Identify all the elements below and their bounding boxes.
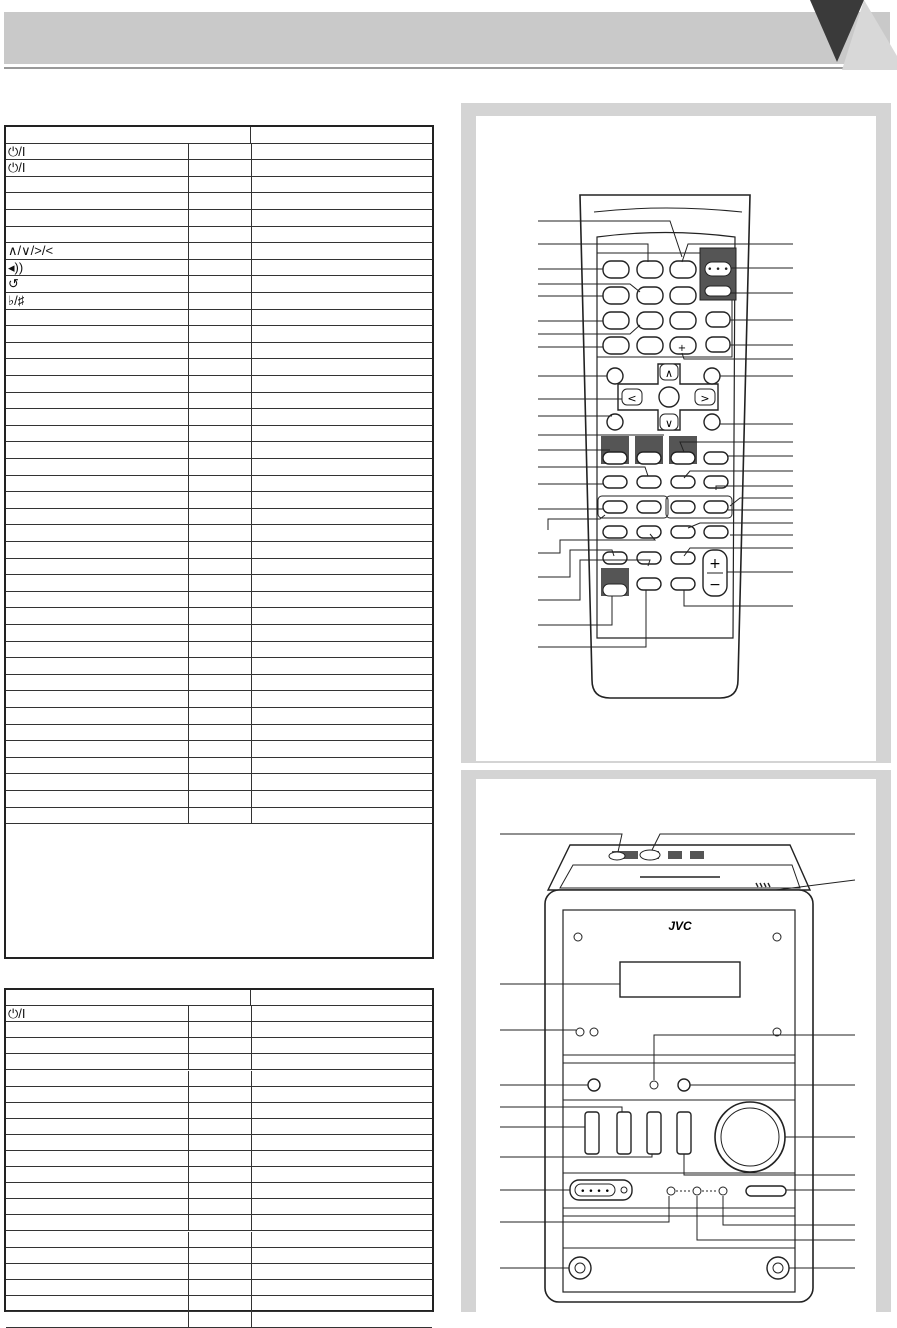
volume-plus-label: + [709, 556, 721, 572]
nav-up-label: ∧ [664, 367, 674, 380]
row-label-cell: ◂)) [6, 260, 189, 276]
row-label-cell [6, 1312, 189, 1327]
row-label-cell: ♭/♯ [6, 293, 189, 309]
svg-text:• • • •: • • • • [580, 1187, 610, 1197]
nav-right-label: > [700, 392, 710, 405]
svg-text:• • •: • • • [707, 265, 729, 275]
row-label-cell: ⏻/I [6, 1006, 189, 1021]
nav-left-label: < [627, 392, 637, 405]
volume-knob [715, 1102, 785, 1172]
brand-label: JVC [668, 919, 692, 933]
row-label-cell: ↺ [6, 276, 189, 292]
row-mid-cell [189, 1312, 252, 1327]
volume-minus-label: − [709, 577, 721, 593]
display-window [620, 962, 740, 997]
row-label-cell: ⏻/I [6, 144, 189, 160]
row-label-cell: ⏻/I [6, 160, 189, 176]
row-label-cell: ∧/∨/>/< [6, 243, 189, 259]
table-row [6, 1312, 432, 1328]
nav-down-label: ∨ [664, 417, 674, 430]
center-plus-label: + [677, 343, 687, 354]
